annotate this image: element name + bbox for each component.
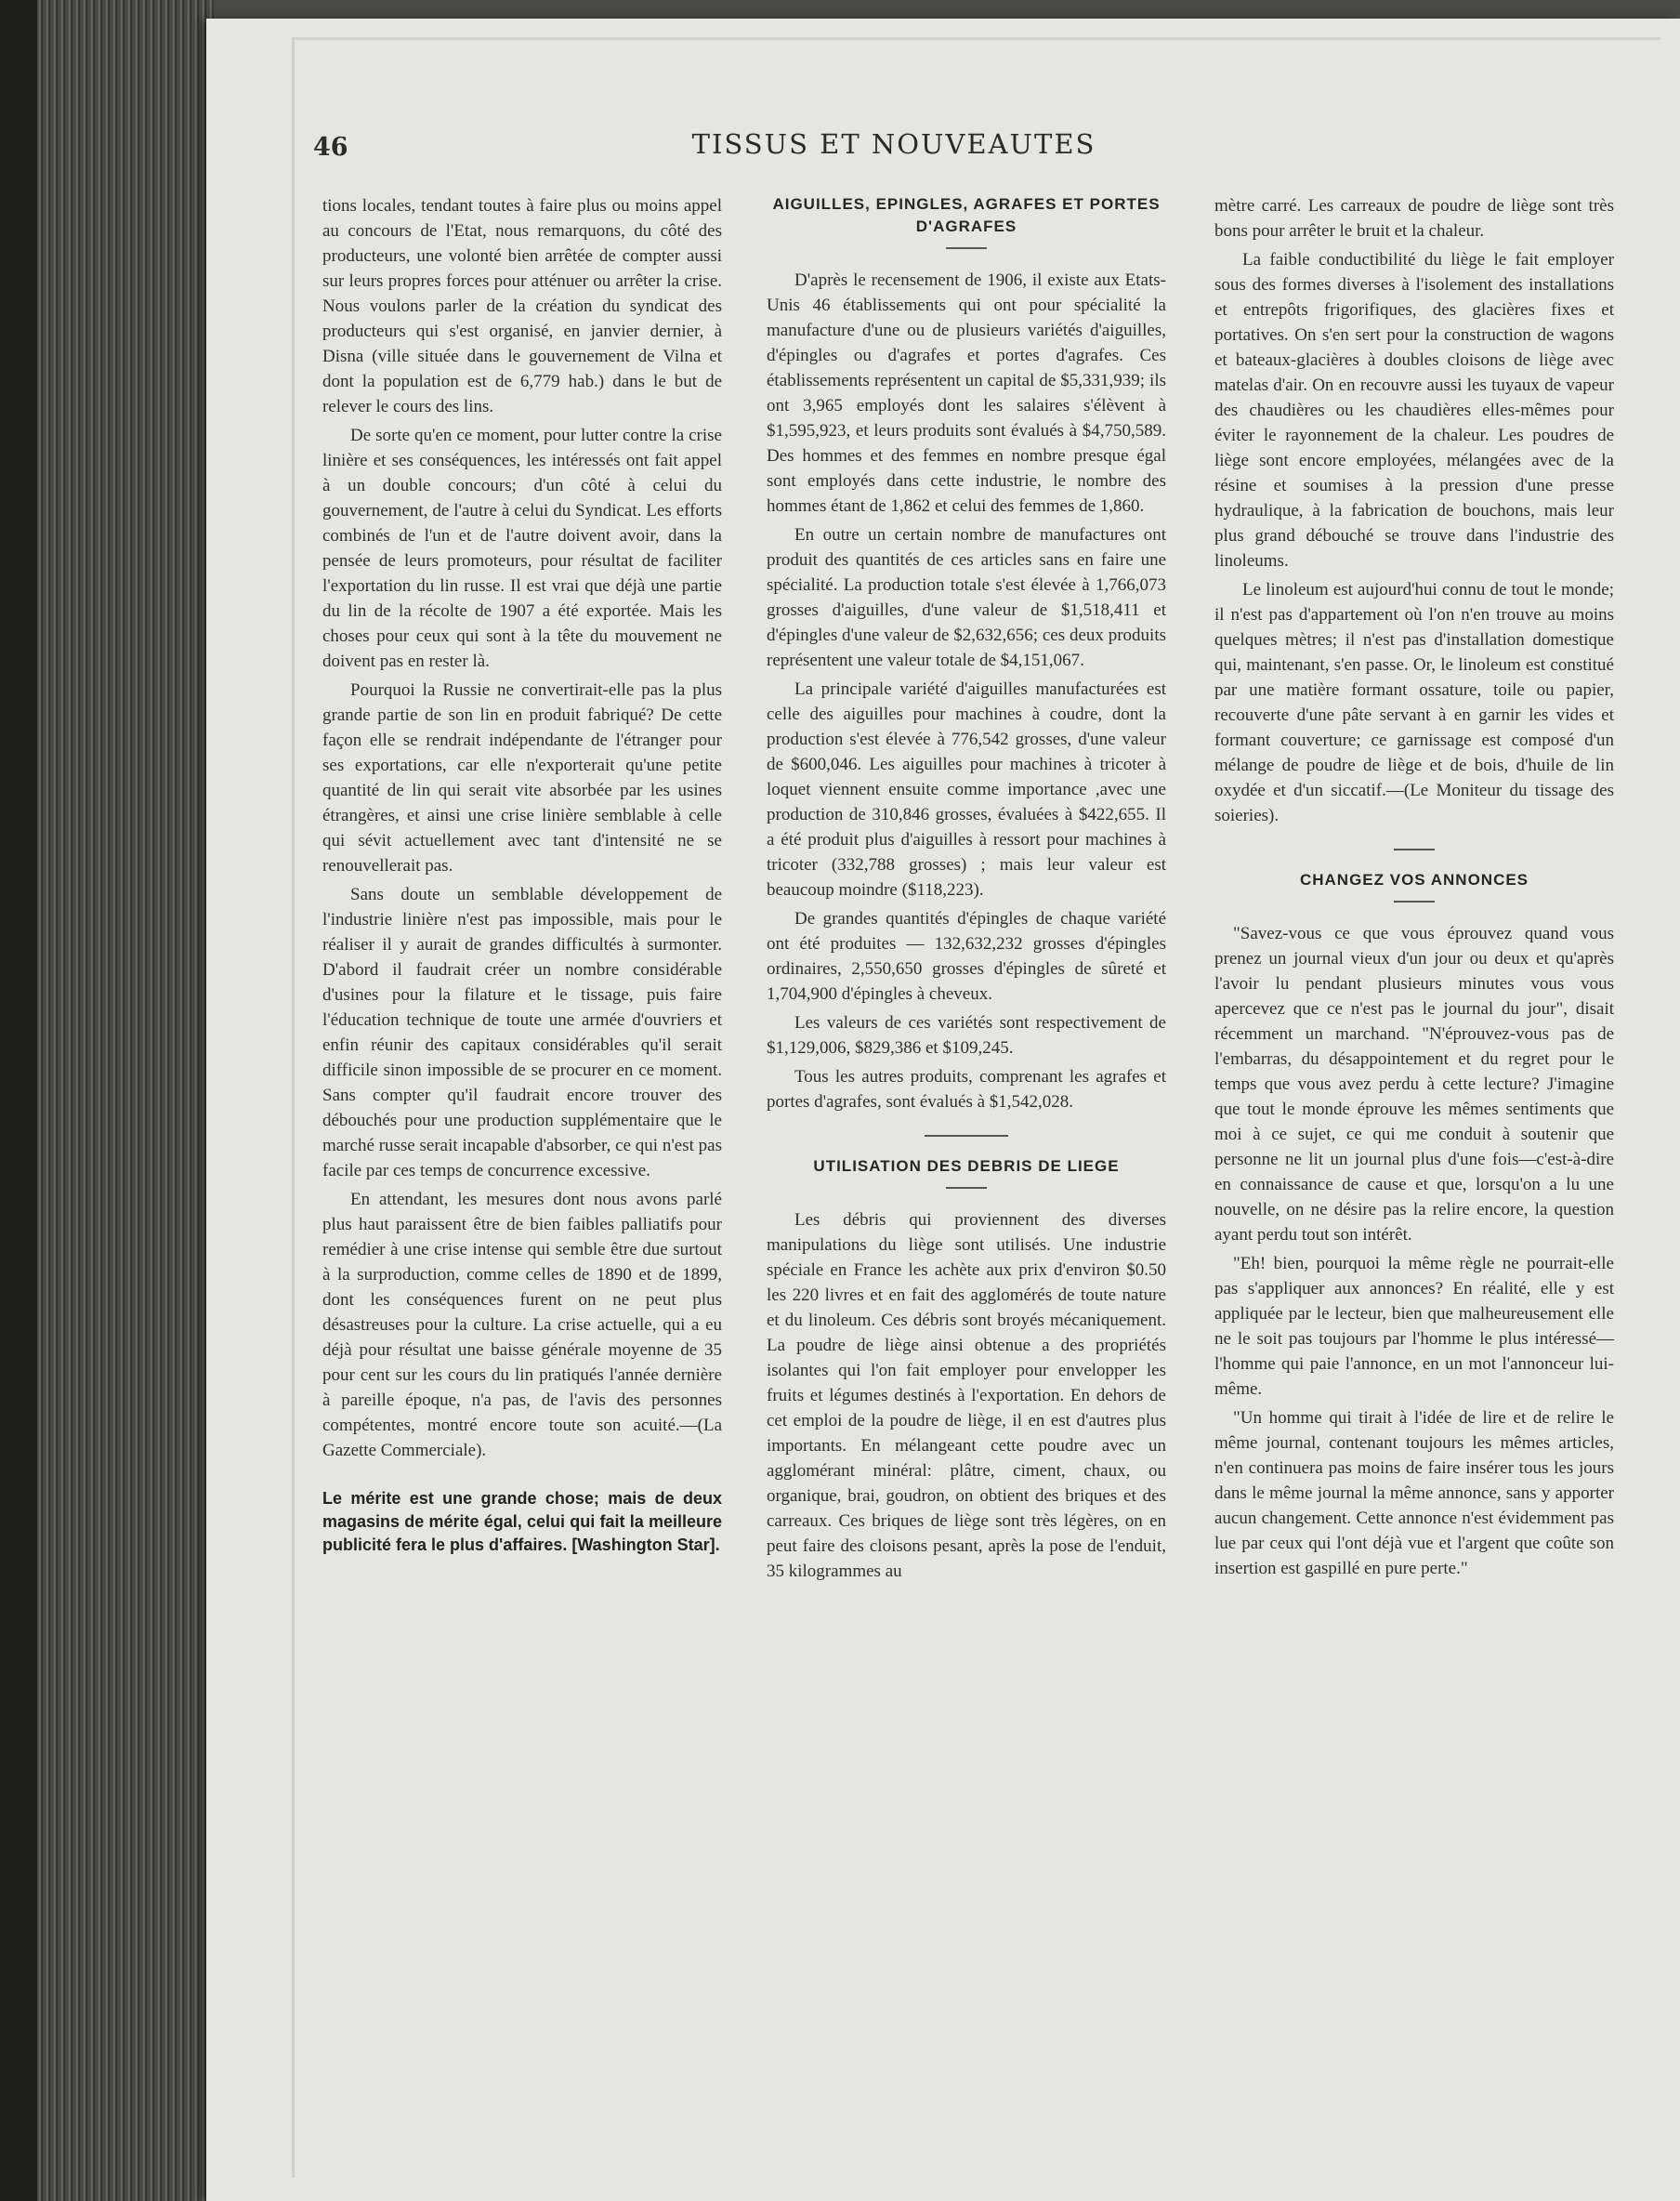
page-number: 46	[313, 133, 348, 162]
paragraph: D'après le recensement de 1906, il existe aux Etats-Unis 46 établissements qui ont pour spécialité la manufacture d'une ou de plusieurs variétés d'aiguilles, d'épingles ou d'agrafes et portes d'agrafes. Ces établissements représentent un capital de $5,331,939; ils ont 3,965 employés dont les salaires s'élèvent à $1,595,923, et leurs produits sont évalués à $4,750,589. Des hommes et des femmes en nombre presque égal sont employés dans cette industrie, le nombre des hommes étant de 1,862 et celui des femmes de 1,860.	[767, 270, 1166, 516]
paragraph: La principale variété d'aiguilles manufacturées est celle des aiguilles pour machines à coudre, dont la production s'est élevée à 776,542 grosses, d'une valeur de $600,046. Les aiguilles pour machines à tricoter à loquet viennent ensuite comme importance ,avec une production de 310,846 grosses, évaluées à $422,655. Il a été produit plus d'aiguilles à ressort pour machines à tricoter (332,788 grosses) ; mais leur valeur est beaucoup moindre ($118,223).	[767, 679, 1166, 900]
title-rule	[946, 1187, 987, 1189]
page-header	[295, 124, 1493, 179]
paragraph: "Savez-vous ce que vous éprouvez quand vous prenez un journal vieux d'un jour ou deux et qu'après l'avoir lu pendant plusieurs minutes vous vous apercevez que ce n'est pas le journal du jour", disait récemment un marchand. "N'éprouvez-vous pas de l'embarras, du désappointement et du regret pour le temps que vous avez perdu à cette lecture? J'imagine que tout le monde éprouve les mêmes sentiments que moi à ce sujet, ce qui me conduit à soutenir que personne ne lit un journal plus d'une fois—c'est-à-dire en connaissance de cause et que, lorsqu'on a lu une nouvelle, on ne désire pas la relire encore, la question ayant perdu tout son intérêt.	[1214, 924, 1614, 1245]
column-middle	[767, 193, 1166, 1588]
paragraph: "Eh! bien, pourquoi la même règle ne pourrait-elle pas s'appliquer aux annonces? En réalité, elle y est appliquée par le lecteur, bien que malheureusement elle ne le soit pas toujours par l'homme le plus intéressé—l'homme qui paie l'annonce, en un mot l'annonceur lui-même.	[1214, 1254, 1614, 1399]
article-title: AIGUILLES, EPINGLES, AGRAFES ET PORTES D'AGRAFES	[772, 195, 1161, 235]
page-frame	[292, 37, 1660, 2178]
paragraph: Les valeurs de ces variétés sont respectivement de $1,129,006, $829,386 et $109,245.	[767, 1013, 1166, 1058]
title-rule	[946, 247, 987, 249]
column-left	[322, 193, 722, 1557]
title-rule	[1394, 901, 1435, 903]
running-title: TISSUS ET NOUVEAUTES	[691, 128, 1096, 160]
paragraph: En attendant, les mesures dont nous avons parlé plus haut paraissent être de bien faibles palliatifs pour remédier à une crise intense qui semble être due surtout à la surproduction, comme celles de 1890 et de 1899, dont les conséquences furent on ne peut plus désastreuses pour la culture. La crise actuelle, qui a eu déjà pour résultat une baisse générale moyenne de 35 pour cent sur les cours du lin pratiqués l'année dernière à pareille époque, n'a pas, de l'avis des personnes compétentes, montré encore toute son acuité.—(La Gazette Commerciale).	[322, 1190, 722, 1460]
column-right	[1214, 193, 1614, 1585]
article-title: UTILISATION DES DEBRIS DE LIEGE	[813, 1157, 1120, 1175]
paragraph: Sans doute un semblable développement de l'industrie linière n'est pas impossible, mais pour le réaliser il y aurait de grandes difficultés à surmonter. D'abord il faudrait créer un nombre considérable d'usines pour la filature et le tissage, puis faire l'éducation technique de toute une armée d'ouvriers et enfin réunir des capitaux considérables qu'il serait difficile sinon impossible de se procurer en ce moment. Sans compter qu'il faudrait encore trouver des débouchés pour une production supplémentaire que le marché russe serait incapable d'absorber, ce qui n'est pas facile par ces temps de concurrence excessive.	[322, 885, 722, 1180]
paragraph: Tous les autres produits, comprenant les agrafes et portes d'agrafes, sont évalués à $1,542,028.	[767, 1067, 1166, 1112]
bold-quote-note: Le mérite est une grande chose; mais de deux magasins de mérite égal, celui qui fait la meilleure publicité fera le plus d'affaires. [Washington Star].	[322, 1489, 722, 1554]
paragraph: De sorte qu'en ce moment, pour lutter contre la crise linière et ses conséquences, les intéressés ont fait appel à un double concours; d'un côté à celui du gouvernement, de l'autre à celui du Syndicat. Les efforts combinés de l'un et de l'autre doivent avoir, dans la pensée de leurs promoteurs, pour résultat de faciliter l'exportation du lin russe. Il est vrai que déjà une partie du lin de la récolte de 1907 a été exportée. Mais les choses pour ceux qui sont à la tête du mouvement ne doivent pas en rester là.	[322, 426, 722, 671]
section-divider	[1394, 849, 1435, 850]
paragraph: La faible conductibilité du liège le fait employer sous des formes diverses à l'isolement des installations et entrepôts frigorifiques, des glacières fixes et portatives. On s'en sert pour la construction de wagons et bateaux-glacières à doubles cloisons de liège avec matelas d'air. On en recouvre aussi les tuyaux de vapeur des chaudières ou les chaudières elles-mêmes pour éviter le rayonnement de la chaleur. Les poudres de liège sont encore employées, mélangées avec de la résine et soumises à la pression d'une presse hydraulique, à la fabrication de bouchons, mais leur plus grand débouché se trouve dans l'industrie des linoleums.	[1214, 250, 1614, 571]
article-title: CHANGEZ VOS ANNONCES	[1299, 871, 1529, 889]
section-divider	[925, 1135, 1008, 1137]
scanned-page	[206, 19, 1680, 2201]
paragraph: En outre un certain nombre de manufactures ont produit des quantités de ces articles sans en faire une spécialité. La production totale s'est élevée à 1,766,073 grosses d'aiguilles, d'une valeur de $1,518,411 et d'épingles d'une valeur de $2,632,656; ces deux produits représentent une valeur totale de $4,151,067.	[767, 525, 1166, 670]
paragraph: Pourquoi la Russie ne convertirait-elle pas la plus grande partie de son lin en produit fabriqué? De cette façon elle se rendrait indépendante de l'étranger pour ses exportations, car elle n'exporterait qu'une petite quantité de lin qui serait vite absorbée par les usines étrangères, et ainsi une crise linière semblable à celle qui sévit actuellement avec tant d'intensité ne se renouvellerait pas.	[322, 680, 722, 876]
article-body	[1214, 921, 1614, 1581]
paragraph: tions locales, tendant toutes à faire plus ou moins appel au concours de l'Etat, nous remarquons, du côté des producteurs, une volonté bien arrêtée de compter aussi sur leurs propres forces pour atténuer ou arrêter la crise. Nous voulons parler de la création du syndicat des producteurs qui s'est organisé, en janvier dernier, à Disna (ville située dans le gouvernement de Vilna et dont la population est de 6,779 hab.) dans le but de relever le cours des lins.	[322, 196, 722, 416]
book-cover-edge	[0, 0, 37, 2201]
paragraph: Le linoleum est aujourd'hui connu de tout le monde; il n'est pas d'appartement où l'on n'en trouve au moins quelques mètres; il n'est pas d'installation domestique qui, maintenant, s'en passe. Or, le linoleum est constitué par une matière formant ossature, toile ou papier, recouverte d'une pâte servant à en garnir les vides et formant couverture; ce garnissage est composé d'un mélange de poudre de liège et de bois, d'huile de lin oxydée et d'un siccatif.—(Le Moniteur du tissage des soieries).	[1214, 580, 1614, 825]
paragraph: "Un homme qui tirait à l'idée de lire et de relire le même journal, contenant toujours les mêmes articles, n'en continuera pas moins de faire insérer tous les jours dans le même journal la même annonce, sans y apporter aucun changement. Cette annonce n'est évidemment pas lue par ceux qui l'ont déjà vue et l'argent que coûte son insertion est gaspillé en pure perte."	[1214, 1408, 1614, 1578]
paragraph: mètre carré. Les carreaux de poudre de liège sont très bons pour arrêter le bruit et la chaleur.	[1214, 196, 1614, 241]
paragraph: Les débris qui proviennent des diverses manipulations du liège sont utilisés. Une industrie spéciale en France les achète aux prix d'environ $0.50 les 220 livres et en fait des agglomérés de toute nature et du linoleum. Ces débris sont broyés mécaniquement. La poudre de liège ainsi obtenue a des propriétés isolantes qui l'on fait employer pour envelopper les fruits et légumes destinés à l'exportation. En dehors de cet emploi de la poudre de liège, il en est d'autres plus importants. En mélangeant cette poudre avec un agglomérant minéral: plâtre, ciment, chaux, ou organique, brai, goudron, on obtient des briques et des carreaux. Ces briques de liège sont très légères, on en peut faire des cloisons pesant, après la pose de l'enduit, 35 kilogrammes au	[767, 1210, 1166, 1581]
paragraph: De grandes quantités d'épingles de chaque variété ont été produites — 132,632,232 grosses d'épingles ordinaires, 2,550,650 grosses d'épingles de sûreté et 1,704,900 d'épingles à cheveux.	[767, 909, 1166, 1004]
